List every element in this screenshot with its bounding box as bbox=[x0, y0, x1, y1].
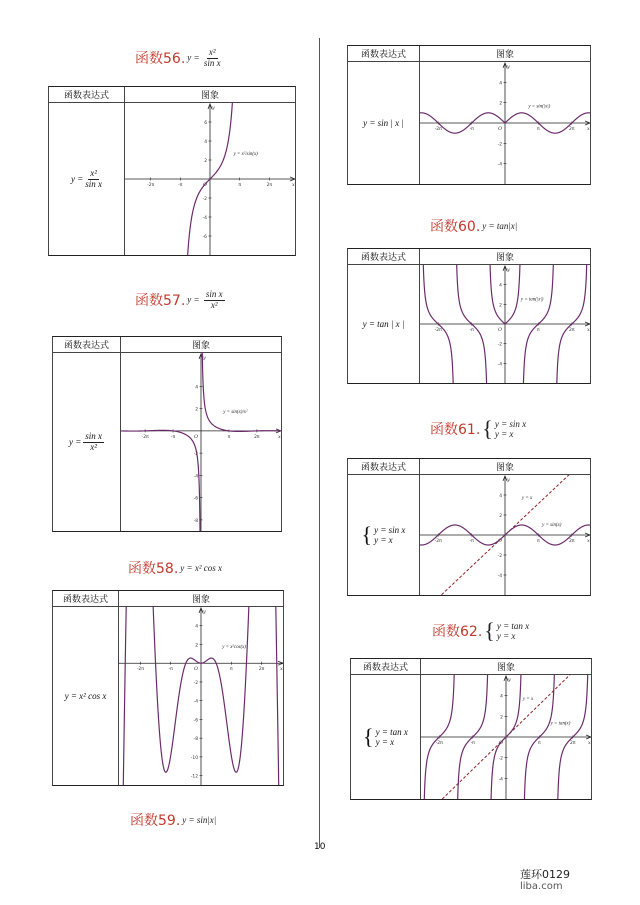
header-expression: 函数表达式 bbox=[348, 459, 420, 474]
x-axis-letter: x bbox=[587, 537, 590, 544]
y-tick-label: 4 bbox=[499, 81, 503, 87]
y-tick-label: 2 bbox=[204, 158, 208, 164]
x-tick-label: -π bbox=[178, 182, 183, 188]
function-table-57 bbox=[52, 336, 282, 532]
x-tick-label: 2π bbox=[266, 182, 273, 188]
heading-label: 函数62. bbox=[432, 624, 483, 640]
y-tick-label: -6 bbox=[193, 718, 199, 724]
y-tick-label: 2 bbox=[499, 101, 503, 107]
y-tick-label: -8 bbox=[193, 518, 199, 524]
x-axis-letter: x bbox=[587, 326, 590, 333]
x-axis-letter: x bbox=[280, 666, 283, 673]
curve-label: y = sin(x)/x² bbox=[223, 410, 248, 416]
header-expression: 函数表达式 bbox=[53, 591, 119, 606]
heading-57: 函数57. y = $\frac{\text{sin x}}{\text{x²}}$ bbox=[135, 289, 223, 310]
x-tick-label: 2π bbox=[569, 126, 575, 132]
curve-label: y = sin(|x|) bbox=[528, 104, 551, 110]
function-table-60 bbox=[347, 248, 591, 384]
y-tick-label: 6 bbox=[204, 120, 208, 126]
plot-59 bbox=[420, 62, 590, 184]
y-axis-letter: y bbox=[202, 608, 206, 615]
y-tick-label: 4 bbox=[195, 385, 199, 391]
x-axis-letter: x bbox=[587, 125, 590, 132]
function-table-59 bbox=[347, 45, 591, 185]
origin-label: O bbox=[498, 739, 504, 746]
x-axis-letter: x bbox=[278, 433, 281, 440]
header-graph: 图象 bbox=[200, 91, 219, 101]
site-watermark bbox=[520, 868, 570, 893]
heading-58: 函数58. y = x² cos x bbox=[128, 558, 222, 578]
graph-cell bbox=[119, 607, 283, 785]
header-graph: 图象 bbox=[495, 463, 514, 473]
x-tick-label: π bbox=[227, 434, 231, 440]
graph-cell bbox=[421, 675, 591, 799]
x-tick-label: -2π bbox=[147, 182, 155, 188]
graph-cell bbox=[121, 353, 281, 531]
x-tick-label: 2π bbox=[254, 434, 260, 440]
function-table-61 bbox=[347, 458, 591, 596]
origin-label: O bbox=[497, 125, 503, 132]
y-tick-label: -2 bbox=[497, 342, 503, 348]
function-table-58 bbox=[52, 590, 284, 786]
x-tick-label: π bbox=[537, 538, 540, 544]
header-graph: 图象 bbox=[496, 663, 515, 673]
y-axis-letter: y bbox=[202, 354, 206, 361]
plot-56 bbox=[125, 103, 295, 255]
heading-label: 函数59. bbox=[130, 813, 181, 829]
y-tick-label: -2 bbox=[193, 452, 199, 458]
heading-56: 函数56. y = $\frac{\text{x²}}{\text{sin x}}$ bbox=[135, 47, 221, 68]
heading-label: 函数61. bbox=[430, 422, 481, 438]
header-graph: 图象 bbox=[495, 50, 514, 60]
plot-60 bbox=[420, 265, 590, 383]
curve-label: y = tan(x) bbox=[550, 721, 571, 727]
expression-cell: y = x² cos x bbox=[53, 607, 119, 785]
x-tick-label: 2π bbox=[570, 740, 576, 746]
heading-60: 函数60. y = tan|x| bbox=[430, 216, 517, 236]
graph-cell bbox=[420, 62, 590, 184]
y-tick-label: -4 bbox=[193, 699, 199, 705]
heading-62: 函数62. { y = tan x y = x bbox=[432, 618, 530, 643]
x-tick-label: π bbox=[229, 667, 233, 673]
x-tick-label: -2π bbox=[434, 538, 442, 544]
x-tick-label: 2π bbox=[569, 538, 575, 544]
y-tick-label: 4 bbox=[499, 283, 503, 289]
column-divider bbox=[319, 38, 320, 848]
curve-label: y = x bbox=[522, 496, 533, 501]
header-expression: 函数表达式 bbox=[351, 659, 421, 674]
curve-label: y = tan(|x|) bbox=[520, 297, 544, 303]
y-tick-label: 4 bbox=[195, 624, 199, 630]
watermark-url: liba.com bbox=[520, 881, 563, 893]
x-tick-label: -2π bbox=[434, 126, 442, 132]
origin-label: O bbox=[202, 181, 208, 188]
x-tick-label: -2π bbox=[141, 434, 149, 440]
y-axis-letter: y bbox=[506, 63, 510, 70]
origin-label: O bbox=[193, 666, 199, 673]
x-tick-label: -π bbox=[170, 434, 176, 440]
expression-cell: y = tan | x | bbox=[348, 265, 420, 383]
plot-58 bbox=[119, 607, 283, 785]
curve-label: y = x²cos(x) bbox=[222, 645, 246, 651]
y-tick-label: 2 bbox=[195, 407, 199, 413]
x-tick-label: -2π bbox=[435, 740, 443, 746]
watermark-title: 莲环0129 bbox=[520, 868, 570, 881]
y-tick-label: -4 bbox=[202, 215, 208, 221]
expression-cell: { y = sin x y = x bbox=[348, 475, 420, 595]
x-tick-label: π bbox=[537, 126, 540, 132]
curve-label: y = sin(x) bbox=[542, 523, 562, 528]
y-axis-letter: y bbox=[507, 676, 511, 683]
graph-cell bbox=[125, 103, 295, 255]
y-tick-label: 4 bbox=[204, 139, 208, 145]
y-tick-label: -4 bbox=[497, 362, 503, 368]
function-table-62 bbox=[350, 658, 592, 800]
y-tick-label: 2 bbox=[500, 715, 504, 721]
expression-cell: y = sin | x | bbox=[348, 62, 420, 184]
header-expression: 函数表达式 bbox=[49, 87, 125, 102]
y-tick-label: -8 bbox=[193, 737, 199, 743]
y-tick-label: -4 bbox=[498, 777, 504, 783]
y-tick-label: 4 bbox=[499, 493, 503, 499]
y-tick-label: -10 bbox=[190, 755, 199, 761]
x-tick-label: -π bbox=[470, 740, 475, 746]
y-tick-label: -4 bbox=[193, 474, 199, 480]
heading-label: 函数58. bbox=[128, 561, 179, 577]
y-tick-label: -2 bbox=[202, 196, 208, 202]
header-graph: 图象 bbox=[191, 595, 210, 605]
x-axis-letter: x bbox=[292, 181, 295, 188]
y-axis-letter: y bbox=[211, 104, 215, 111]
heading-61: 函数61. { y = sin x y = x bbox=[430, 416, 527, 441]
function-table-56 bbox=[48, 86, 296, 256]
x-tick-label: 2π bbox=[258, 667, 265, 673]
header-expression: 函数表达式 bbox=[53, 337, 121, 352]
origin-label: O bbox=[497, 537, 503, 544]
x-tick-label: -2π bbox=[136, 667, 144, 673]
x-tick-label: -π bbox=[469, 126, 474, 132]
y-tick-label: -6 bbox=[193, 496, 199, 502]
y-tick-label: 2 bbox=[499, 513, 503, 519]
expression-cell: y = sin x x² bbox=[53, 353, 121, 531]
x-tick-label: π bbox=[537, 327, 540, 333]
header-expression: 函数表达式 bbox=[348, 46, 420, 61]
plot-57 bbox=[121, 353, 281, 531]
y-axis-letter: y bbox=[506, 476, 510, 483]
y-tick-label: 2 bbox=[195, 643, 199, 649]
x-tick-label: -π bbox=[469, 538, 474, 544]
plot-62 bbox=[421, 675, 591, 799]
y-tick-label: -2 bbox=[497, 553, 503, 559]
graph-cell bbox=[420, 475, 590, 595]
y-tick-label: -2 bbox=[193, 680, 199, 686]
x-tick-label: -π bbox=[469, 327, 474, 333]
expression-cell: { y = tan x y = x bbox=[351, 675, 421, 799]
y-tick-label: -2 bbox=[498, 756, 504, 762]
header-graph: 图象 bbox=[495, 253, 514, 263]
y-tick-label: -2 bbox=[497, 142, 503, 148]
y-tick-label: 4 bbox=[500, 694, 504, 700]
x-axis-letter: x bbox=[588, 739, 591, 746]
heading-label: 函数57. bbox=[135, 293, 186, 310]
origin-label: O bbox=[193, 433, 199, 440]
heading-59: 函数59. y = sin|x| bbox=[130, 810, 216, 830]
graph-cell bbox=[420, 265, 590, 383]
page-number: 10 bbox=[314, 842, 326, 852]
y-tick-label: -12 bbox=[190, 774, 199, 780]
y-tick-label: -4 bbox=[497, 573, 503, 579]
y-tick-label: -6 bbox=[202, 234, 208, 240]
x-tick-label: -2π bbox=[434, 327, 442, 333]
curve-label: y = x²/sin(x) bbox=[233, 152, 258, 158]
x-tick-label: -π bbox=[168, 667, 173, 673]
y-tick-label: 2 bbox=[499, 303, 503, 309]
expression-cell: y = x² sin x bbox=[49, 103, 125, 255]
y-tick-label: -4 bbox=[497, 162, 503, 168]
header-expression: 函数表达式 bbox=[348, 249, 420, 264]
x-tick-label: π bbox=[238, 182, 242, 188]
x-tick-label: π bbox=[538, 740, 541, 746]
x-tick-label: 2π bbox=[569, 327, 575, 333]
plot-61 bbox=[420, 475, 590, 595]
curve-label: y = x bbox=[523, 696, 534, 702]
heading-label: 函数60. bbox=[430, 219, 481, 235]
heading-label: 函数56. bbox=[135, 51, 186, 68]
origin-label: O bbox=[497, 326, 503, 333]
y-axis-letter: y bbox=[506, 266, 510, 273]
header-graph: 图象 bbox=[191, 341, 210, 351]
